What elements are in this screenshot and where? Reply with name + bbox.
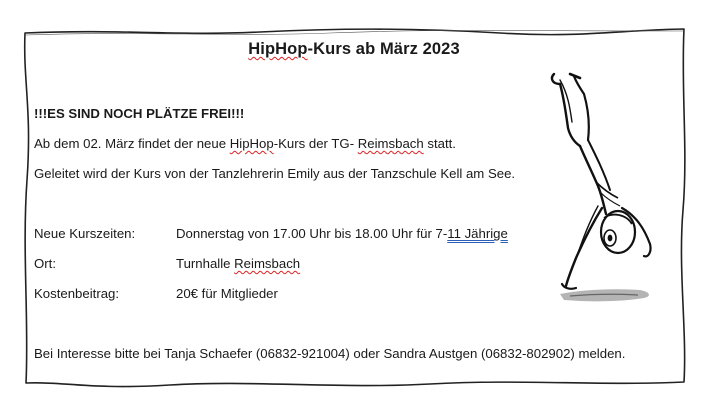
cost-value: 20€ für Mitglieder [176, 286, 278, 301]
place-label: Ort: [34, 256, 56, 271]
leader-text: Geleitet wird der Kurs von der Tanzlehrerin Emily aus der Tanzschule Kell am See. [34, 166, 516, 181]
flyer-title [34, 40, 674, 59]
contact-text: Bei Interesse bitte bei Tanja Schaefer (06832-921004) oder Sandra Austgen (06832-802902) melden. [34, 346, 626, 361]
times-age-range: 11 Jährige [447, 226, 508, 241]
title-rest: -Kurs ab März 2023 [307, 40, 460, 58]
free-places-headline: !!!ES SIND NOCH PLÄTZE FREI!!! [34, 106, 245, 121]
cost-label: Kostenbeitrag: [34, 286, 120, 301]
breakdancer-handstand-icon [540, 68, 660, 314]
place-value: Turnhalle Reimsbach [176, 256, 301, 271]
place-word-reimsbach: Reimsbach [234, 256, 301, 271]
intro-text: Ab dem 02. März findet der neue HipHop-Kurs der TG- Reimsbach statt. [34, 136, 456, 151]
intro-word-hiphop: HipHop [229, 136, 274, 151]
title-word-hiphop: HipHop [248, 40, 308, 58]
times-value: Donnerstag von 17.00 Uhr bis 18.00 Uhr für 7-11 Jährige [176, 226, 508, 241]
times-label: Neue Kurszeiten: [34, 226, 136, 241]
intro-word-reimsbach: Reimsbach [357, 136, 424, 151]
